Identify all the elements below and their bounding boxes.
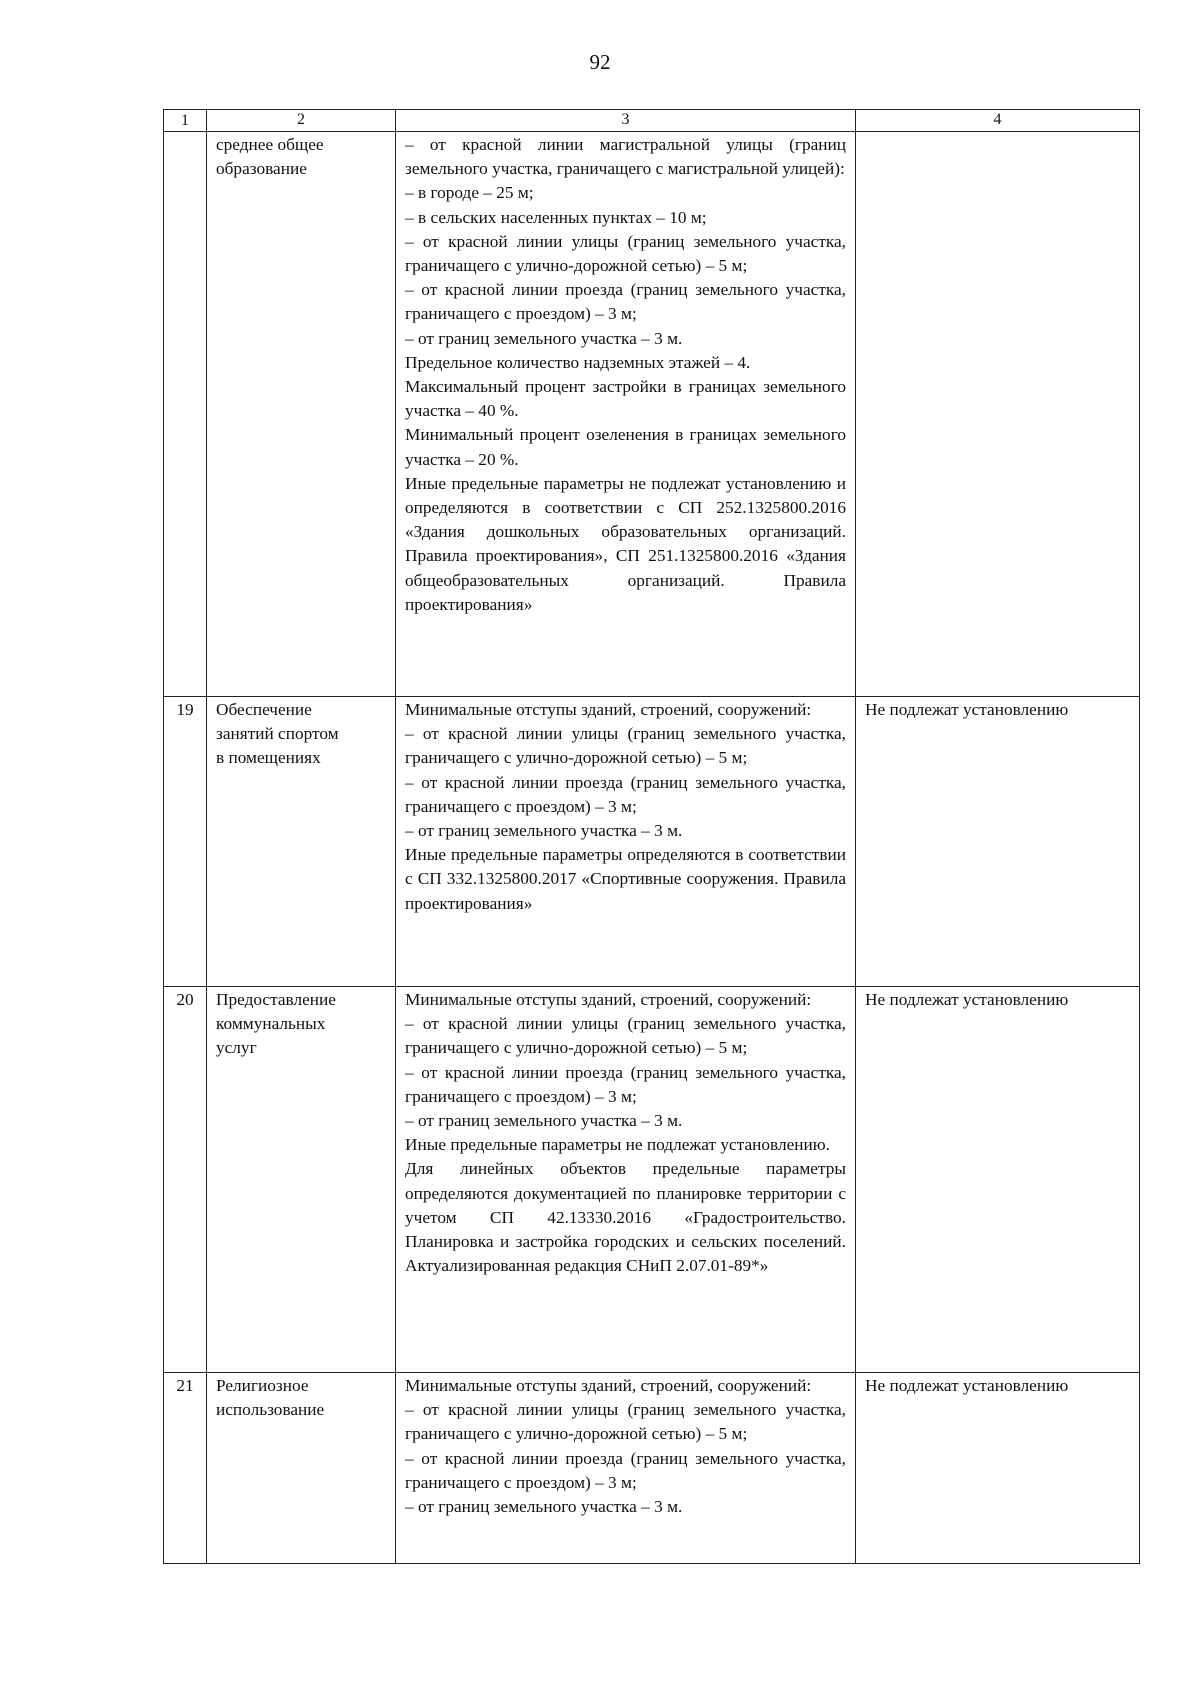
parameter-text: Иные предельные параметры не подлежат установлению и определяются в соответствии с СП 252.1325800.2016 «Здания дошкольных образовательных организаций. Правила проектирования», СП 251.1325800.2016 «Здания общеобразовательных организаций. Правила проектирования» xyxy=(405,473,846,614)
parameter-text: Максимальный процент застройки в границах земельного участка – 40 %. xyxy=(405,377,846,421)
row-number xyxy=(164,132,207,697)
land-use-name-line: занятий спортом xyxy=(216,724,339,744)
land-use-name-line: Религиозное xyxy=(216,1376,309,1395)
land-use-name-line: коммунальных xyxy=(216,1014,326,1034)
parameters-cell xyxy=(396,987,856,1373)
land-use-name xyxy=(207,132,396,697)
row-number: 21 xyxy=(164,1373,207,1564)
parameter-text: – от красной линии улицы (границ земельного участка, граничащего с улично-дорожной сетью) – 5 м; xyxy=(405,1400,846,1444)
parameter-text: Минимальные отступы зданий, строений, сооружений: xyxy=(405,700,812,719)
parameter-text: Предельное количество надземных этажей – 4. xyxy=(405,352,751,372)
note-cell: Не подлежат установлению xyxy=(856,697,1140,987)
parameter-text: Минимальные отступы зданий, строений, сооружений: xyxy=(405,990,812,1009)
parameter-text: – в городе – 25 м; xyxy=(405,183,534,203)
header-col-4: 4 xyxy=(856,110,1140,132)
parameters-cell xyxy=(396,1373,856,1564)
parameter-text: – в сельских населенных пунктах – 10 м; xyxy=(405,207,707,227)
table-header-row xyxy=(164,110,1140,132)
parameter-text: – от границ земельного участка – 3 м. xyxy=(405,1111,683,1131)
parameters-cell xyxy=(396,132,856,697)
land-use-name-line: Предоставление xyxy=(216,990,336,1009)
parameter-text: – от красной линии улицы (границ земельного участка, граничащего с улично-дорожной сетью) – 5 м; xyxy=(405,724,846,768)
parameter-text: Минимальные отступы зданий, строений, сооружений: xyxy=(405,1376,812,1395)
parameter-text: Для линейных объектов предельные параметры определяются документацией по планировке территории с учетом СП 42.13330.2016 «Градостроительство. Планировка и застройка городских и сельских поселений. Актуализированная редакция СНиП 2.07.01-89*» xyxy=(405,1159,846,1276)
land-use-name xyxy=(207,697,396,987)
parameter-text: Минимальный процент озеленения в границах земельного участка – 20 %. xyxy=(405,425,846,469)
land-use-name xyxy=(207,987,396,1373)
land-use-name-line: услуг xyxy=(216,1038,257,1058)
page-number: 92 xyxy=(589,50,611,74)
header-col-3: 3 xyxy=(396,110,856,132)
header-col-1: 1 xyxy=(164,110,207,132)
parameter-text: – от красной линии проезда (границ земельного участка, граничащего с проездом) – 3 м; xyxy=(405,772,846,816)
parameter-text: – от границ земельного участка – 3 м. xyxy=(405,821,683,841)
table-row xyxy=(164,132,1140,697)
note-cell xyxy=(856,132,1140,697)
parameter-text: – от границ земельного участка – 3 м. xyxy=(405,1497,683,1517)
parameter-text: – от красной линии проезда (границ земельного участка, граничащего с проездом) – 3 м; xyxy=(405,1062,846,1106)
regulations-table xyxy=(163,109,1140,1564)
table-row xyxy=(164,987,1140,1373)
parameter-text: Иные предельные параметры определяются в соответствии с СП 332.1325800.2017 «Спортивные сооружения. Правила проектирования» xyxy=(405,845,846,913)
row-number: 20 xyxy=(164,987,207,1373)
land-use-name-line: среднее общее xyxy=(216,135,324,154)
land-use-name xyxy=(207,1373,396,1564)
land-use-name-line: Обеспечение xyxy=(216,700,312,719)
header-col-2: 2 xyxy=(207,110,396,132)
land-use-name-line: в помещениях xyxy=(216,748,321,768)
parameter-text: – от красной линии проезда (границ земельного участка, граничащего с проездом) – 3 м; xyxy=(405,280,846,324)
parameter-text: – от красной линии магистральной улицы (границ земельного участка, граничащего с магистральной улицей): xyxy=(405,135,846,179)
row-number: 19 xyxy=(164,697,207,987)
table-row xyxy=(164,1373,1140,1564)
parameter-text: Иные предельные параметры не подлежат установлению. xyxy=(405,1135,830,1155)
note-cell: Не подлежат установлению xyxy=(856,1373,1140,1564)
parameter-text: – от границ земельного участка – 3 м. xyxy=(405,328,683,348)
parameter-text: – от красной линии улицы (границ земельного участка, граничащего с улично-дорожной сетью) – 5 м; xyxy=(405,1014,846,1058)
land-use-name-line: использование xyxy=(216,1400,325,1420)
note-cell: Не подлежат установлению xyxy=(856,987,1140,1373)
land-use-name-line: образование xyxy=(216,159,307,179)
parameters-cell xyxy=(396,697,856,987)
parameter-text: – от красной линии улицы (границ земельного участка, граничащего с улично-дорожной сетью) – 5 м; xyxy=(405,231,846,276)
parameter-text: – от красной линии проезда (границ земельного участка, граничащего с проездом) – 3 м; xyxy=(405,1448,846,1492)
table-row xyxy=(164,697,1140,987)
